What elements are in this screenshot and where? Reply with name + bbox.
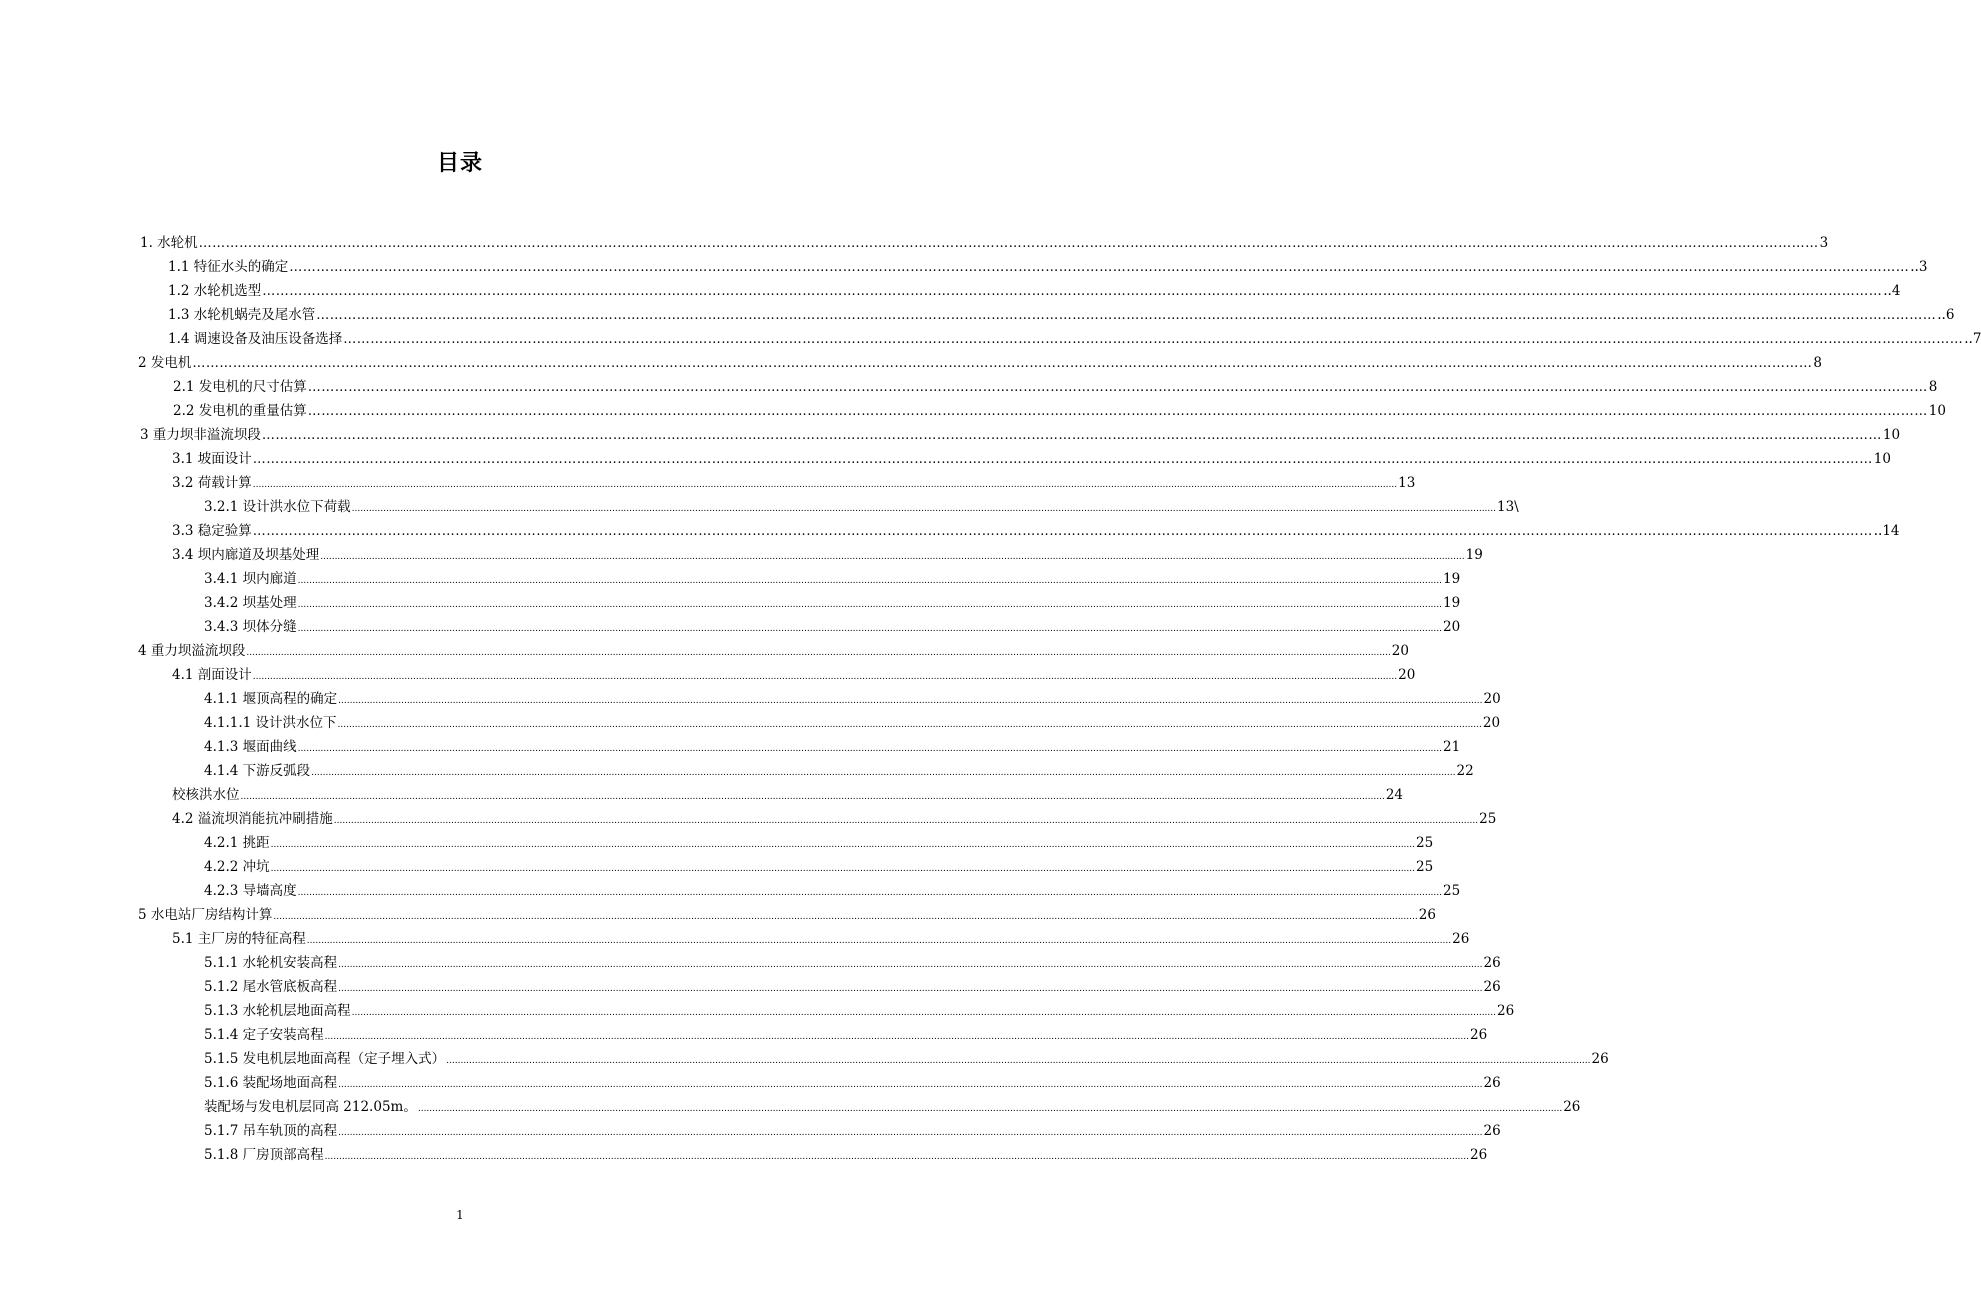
- toc-entry[interactable]: 4.2.2 冲坑 ................................................................................................................................................................................................................................................................................................................................................................................................................ 25: [204, 856, 778, 878]
- toc-entry[interactable]: 3.4.3 坝体分缝 ................................................................................................................................................................................................................................................................................................................................................................................................................ 20: [204, 616, 778, 638]
- page-number: 1: [456, 1208, 464, 1222]
- toc-entry[interactable]: 1.4 调速设备及油压设备选择 ……………………………………………………………………………………………………………………………………………………………………………………………………………………………………………………………………………………………………………………………… ..7: [168, 328, 776, 350]
- toc-entry[interactable]: 4.1 剖面设计 ................................................................................................................................................................................................................................................................................................................................................................................................................ 20: [172, 664, 778, 686]
- toc-entry[interactable]: 4.1.3 堰面曲线 ................................................................................................................................................................................................................................................................................................................................................................................................................ 21: [204, 736, 778, 758]
- dot-leader: ………………………………………………………………………………………………………………………………………………………………………………………………………………………………………………………………………………………………………………………………: [252, 524, 1873, 539]
- toc-entry[interactable]: 4.2.1 挑距 ................................................................................................................................................................................................................................................................................................................................................................................................................ 25: [204, 832, 778, 854]
- dot-leader: ………………………………………………………………………………………………………………………………………………………………………………………………………………………………………………………………………………………………………………………………: [262, 284, 1883, 299]
- toc-entry[interactable]: 2 发电机 ……………………………………………………………………………………………………………………………………………………………………………………………………………………………………………………………………………………………………………………………… 8: [138, 352, 776, 374]
- toc-entry[interactable]: 1.3 水轮机蜗壳及尾水管 ……………………………………………………………………………………………………………………………………………………………………………………………………………………………………………………………………………………………………………………………… ..6: [168, 304, 776, 326]
- dot-leader: ………………………………………………………………………………………………………………………………………………………………………………………………………………………………………………………………………………………………………………………………: [343, 332, 1964, 347]
- toc-entry[interactable]: 5.1.5 发电机层地面高程（定子埋入式） ................................................................................................................................................................................................................................................................................................................................................................................................................ 26: [204, 1048, 778, 1070]
- toc-entry[interactable]: 3.4.1 坝内廊道 ................................................................................................................................................................................................................................................................................................................................................................................................................ 19: [204, 568, 778, 590]
- dot-leader: ................................................................................................................................................................................................................................................................................................................................................................................................................: [324, 1032, 1469, 1042]
- dot-leader: ................................................................................................................................................................................................................................................................................................................................................................................................................: [306, 936, 1452, 946]
- dot-leader: ................................................................................................................................................................................................................................................................................................................................................................................................................: [297, 744, 1442, 754]
- dot-leader: ................................................................................................................................................................................................................................................................................................................................................................................................................: [270, 864, 1415, 874]
- dot-leader: ................................................................................................................................................................................................................................................................................................................................................................................................................: [311, 768, 1456, 778]
- toc-entry[interactable]: 3.3 稳定验算 ……………………………………………………………………………………………………………………………………………………………………………………………………………………………………………………………………………………………………………………………… ..14: [172, 520, 776, 542]
- toc-entry[interactable]: 5.1 主厂房的特征高程 ................................................................................................................................................................................................................................................................................................................................................................................................................ 26: [172, 928, 778, 950]
- dot-leader: ................................................................................................................................................................................................................................................................................................................................................................................................................: [297, 624, 1442, 634]
- dot-leader: ................................................................................................................................................................................................................................................................................................................................................................................................................: [338, 696, 1483, 706]
- dot-leader: ................................................................................................................................................................................................................................................................................................................................................................................................................: [246, 648, 1391, 658]
- toc-entry[interactable]: 校核洪水位 ................................................................................................................................................................................................................................................................................................................................................................................................................ 24: [172, 784, 778, 806]
- toc-entry[interactable]: 3 重力坝非溢流坝段 ……………………………………………………………………………………………………………………………………………………………………………………………………………………………………………………………………………………………………………………………… 10: [140, 424, 772, 446]
- toc-entry[interactable]: 3.2.1 设计洪水位下荷载 ................................................................................................................................................................................................................................................................................................................................................................................................................ 13\: [204, 496, 784, 518]
- toc-entry[interactable]: 5 水电站厂房结构计算 ................................................................................................................................................................................................................................................................................................................................................................................................................ 26: [138, 904, 778, 926]
- dot-leader: ................................................................................................................................................................................................................................................................................................................................................................................................................: [324, 1152, 1469, 1162]
- toc-entry[interactable]: 3.4.2 坝基处理 ................................................................................................................................................................................................................................................................................................................................................................................................................ 19: [204, 592, 778, 614]
- dot-leader: ................................................................................................................................................................................................................................................................................................................................................................................................................: [252, 480, 1398, 490]
- dot-leader: ................................................................................................................................................................................................................................................................................................................................................................................................................: [338, 960, 1483, 970]
- dot-leader: ................................................................................................................................................................................................................................................................................................................................................................................................................: [270, 840, 1415, 850]
- dot-leader: ................................................................................................................................................................................................................................................................................................................................................................................................................: [273, 912, 1418, 922]
- toc-entry[interactable]: 1.2 水轮机选型 ……………………………………………………………………………………………………………………………………………………………………………………………………………………………………………………………………………………………………………………………… ..4: [168, 280, 778, 302]
- toc-entry[interactable]: 5.1.6 装配场地面高程 ................................................................................................................................................................................................................................................................................................................................................................................................................ 26: [204, 1072, 778, 1094]
- dot-leader: ................................................................................................................................................................................................................................................................................................................................................................................................................: [338, 1128, 1483, 1138]
- dot-leader: ................................................................................................................................................................................................................................................................................................................................................................................................................: [297, 888, 1442, 898]
- dot-leader: ................................................................................................................................................................................................................................................................................................................................................................................................................: [240, 792, 1385, 802]
- dot-leader: ………………………………………………………………………………………………………………………………………………………………………………………………………………………………………………………………………………………………………………………………: [198, 236, 1819, 251]
- dot-leader: ................................................................................................................................................................................................................................................................................................................................................................................................................: [297, 576, 1442, 586]
- toc-entry[interactable]: 4.1.1 堰顶高程的确定 ................................................................................................................................................................................................................................................................................................................................................................................................................ 20: [204, 688, 778, 710]
- toc-entry[interactable]: 4.1.4 下游反弧段 ................................................................................................................................................................................................................................................................................................................................................................................................................ 22: [204, 760, 778, 782]
- toc-entry[interactable]: 5.1.1 水轮机安装高程 ................................................................................................................................................................................................................................................................................................................................................................................................................ 26: [204, 952, 778, 974]
- toc-entry[interactable]: 3.1 坡面设计 ……………………………………………………………………………………………………………………………………………………………………………………………………………………………………………………………………………………………………………………………… 10: [172, 448, 768, 470]
- toc-entry[interactable]: 4.2.3 导墙高度 ................................................................................................................................................................................................................................................................................................................................................................................................................ 25: [204, 880, 778, 902]
- dot-leader: ................................................................................................................................................................................................................................................................................................................................................................................................................: [338, 1080, 1483, 1090]
- dot-leader: ………………………………………………………………………………………………………………………………………………………………………………………………………………………………………………………………………………………………………………………………: [192, 356, 1813, 371]
- toc-entry[interactable]: 5.1.7 吊车轨顶的高程 ................................................................................................................................................................................................................................................................................................................................................................................................................ 26: [204, 1120, 778, 1142]
- toc-entry[interactable]: 2.2 发电机的重量估算 ……………………………………………………………………………………………………………………………………………………………………………………………………………………………………………………………………………………………………………………………… 10: [173, 400, 769, 422]
- dot-leader: ................................................................................................................................................................................................................................................................................................................................................................................................................: [351, 504, 1496, 514]
- toc-entry[interactable]: 5.1.8 厂房顶部高程 ................................................................................................................................................................................................................................................................................................................................................................................................................ 26: [204, 1144, 778, 1166]
- dot-leader: ................................................................................................................................................................................................................................................................................................................................................................................................................: [320, 552, 1465, 562]
- dot-leader: ………………………………………………………………………………………………………………………………………………………………………………………………………………………………………………………………………………………………………………………………: [261, 428, 1882, 443]
- toc-entry[interactable]: 4.2 溢流坝消能抗冲刷措施 ................................................................................................................................................................................................................................................................................................................................................................................................................ 25: [172, 808, 778, 830]
- dot-leader: ................................................................................................................................................................................................................................................................................................................................................................................................................: [337, 720, 1482, 730]
- dot-leader: ................................................................................................................................................................................................................................................................................................................................................................................................................: [333, 816, 1479, 826]
- toc-entry[interactable]: 5.1.4 定子安装高程 ................................................................................................................................................................................................................................................................................................................................................................................................................ 26: [204, 1024, 778, 1046]
- dot-leader: ................................................................................................................................................................................................................................................................................................................................................................................................................: [252, 672, 1398, 682]
- dot-leader: ………………………………………………………………………………………………………………………………………………………………………………………………………………………………………………………………………………………………………………………………: [307, 380, 1928, 395]
- toc-entry[interactable]: 3.2 荷载计算 ................................................................................................................................................................................................................................................................................................................................................................................................................ 13: [172, 472, 778, 494]
- dot-leader: ………………………………………………………………………………………………………………………………………………………………………………………………………………………………………………………………………………………………………………………………: [316, 308, 1937, 323]
- toc-entry[interactable]: 4.1.1.1 设计洪水位下 ................................................................................................................................................................................................................................................................................................................................................................................................................ 20: [204, 712, 778, 734]
- dot-leader: ................................................................................................................................................................................................................................................................................................................................................................................................................: [338, 984, 1483, 994]
- dot-leader: ………………………………………………………………………………………………………………………………………………………………………………………………………………………………………………………………………………………………………………………………: [307, 404, 1928, 419]
- dot-leader: ………………………………………………………………………………………………………………………………………………………………………………………………………………………………………………………………………………………………………………………………: [289, 260, 1910, 275]
- toc-entry[interactable]: 5.1.3 水轮机层地面高程 ................................................................................................................................................................................................................................................................................................................................................................................................................ 26: [204, 1000, 778, 1022]
- dot-leader: ................................................................................................................................................................................................................................................................................................................................................................................................................: [351, 1008, 1496, 1018]
- toc-entry[interactable]: 1. 水轮机 ……………………………………………………………………………………………………………………………………………………………………………………………………………………………………………………………………………………………………………………………… 3: [140, 232, 774, 254]
- toc-entry[interactable]: 3.4 坝内廊道及坝基处理 ................................................................................................................................................................................................................................................................................................................................................................................................................ 19: [172, 544, 778, 566]
- toc-entry[interactable]: 1.1 特征水头的确定 ……………………………………………………………………………………………………………………………………………………………………………………………………………………………………………………………………………………………………………………………… ..3: [168, 256, 778, 278]
- dot-leader: ................................................................................................................................................................................................................................................................................................................................................................................................................: [417, 1104, 1563, 1114]
- dot-leader: ................................................................................................................................................................................................................................................................................................................................................................................................................: [297, 600, 1442, 610]
- toc-entry[interactable]: 2.1 发电机的尺寸估算 ……………………………………………………………………………………………………………………………………………………………………………………………………………………………………………………………………………………………………………………………… 8: [173, 376, 773, 398]
- dot-leader: ………………………………………………………………………………………………………………………………………………………………………………………………………………………………………………………………………………………………………………………………: [252, 452, 1873, 467]
- page-title: 目录: [436, 151, 483, 176]
- toc-entry[interactable]: 5.1.2 尾水管底板高程 ................................................................................................................................................................................................................................................................................................................................................................................................................ 26: [204, 976, 778, 998]
- toc-entry[interactable]: 装配场与发电机层同高 212.05m。 ................................................................................................................................................................................................................................................................................................................................................................................................................ 26: [204, 1096, 778, 1118]
- dot-leader: ................................................................................................................................................................................................................................................................................................................................................................................................................: [446, 1056, 1591, 1066]
- toc-entry[interactable]: 4 重力坝溢流坝段 ................................................................................................................................................................................................................................................................................................................................................................................................................ 20: [138, 640, 778, 662]
